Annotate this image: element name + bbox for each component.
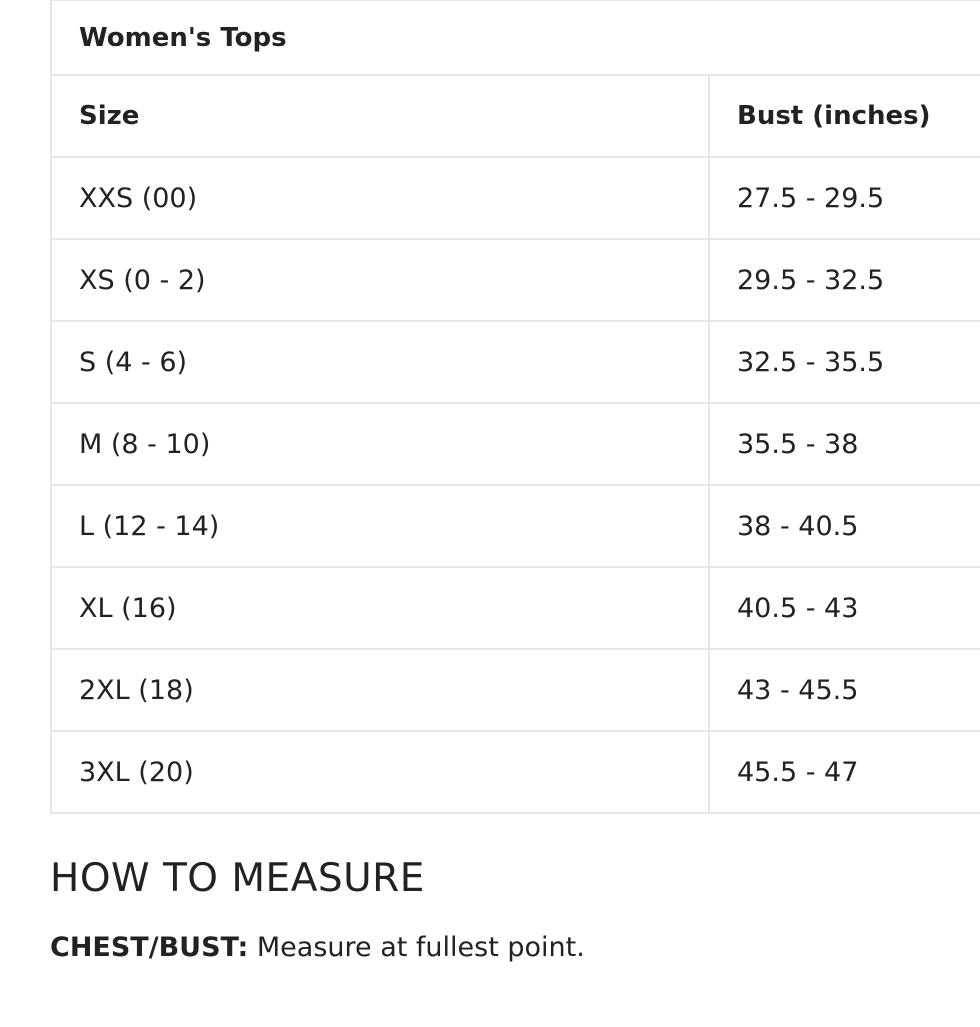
- size-cell: L (12 - 14): [51, 485, 709, 567]
- column-header-bust: Bust (inches): [709, 75, 980, 157]
- column-header-size: Size: [51, 75, 709, 157]
- size-cell: 3XL (20): [51, 731, 709, 813]
- size-cell: S (4 - 6): [51, 321, 709, 403]
- table-row: [51, 485, 980, 567]
- bust-cell: 27.5 - 29.5: [709, 157, 980, 239]
- bust-cell: 29.5 - 32.5: [709, 239, 980, 321]
- table-row: [51, 731, 980, 813]
- chest-bust-text: Measure at fullest point.: [248, 932, 585, 963]
- chest-bust-instruction: [50, 932, 585, 963]
- table-row: [51, 567, 980, 649]
- bust-cell: 35.5 - 38: [709, 403, 980, 485]
- size-chart-table: [50, 0, 980, 814]
- size-cell: M (8 - 10): [51, 403, 709, 485]
- chest-bust-label: CHEST/BUST:: [50, 932, 249, 963]
- table-header-row: [51, 75, 980, 157]
- table-title-row: [51, 0, 980, 75]
- table-row: [51, 239, 980, 321]
- size-cell: XS (0 - 2): [51, 239, 709, 321]
- table-row: [51, 403, 980, 485]
- size-cell: XL (16): [51, 567, 709, 649]
- size-cell: XXS (00): [51, 157, 709, 239]
- bust-cell: 45.5 - 47: [709, 731, 980, 813]
- table-row: [51, 157, 980, 239]
- table-row: [51, 321, 980, 403]
- table-row: [51, 649, 980, 731]
- size-cell: 2XL (18): [51, 649, 709, 731]
- bust-cell: 40.5 - 43: [709, 567, 980, 649]
- bust-cell: 38 - 40.5: [709, 485, 980, 567]
- how-to-measure-heading: HOW TO MEASURE: [50, 856, 425, 901]
- table-title: Women's Tops: [51, 0, 980, 75]
- bust-cell: 43 - 45.5: [709, 649, 980, 731]
- bust-cell: 32.5 - 35.5: [709, 321, 980, 403]
